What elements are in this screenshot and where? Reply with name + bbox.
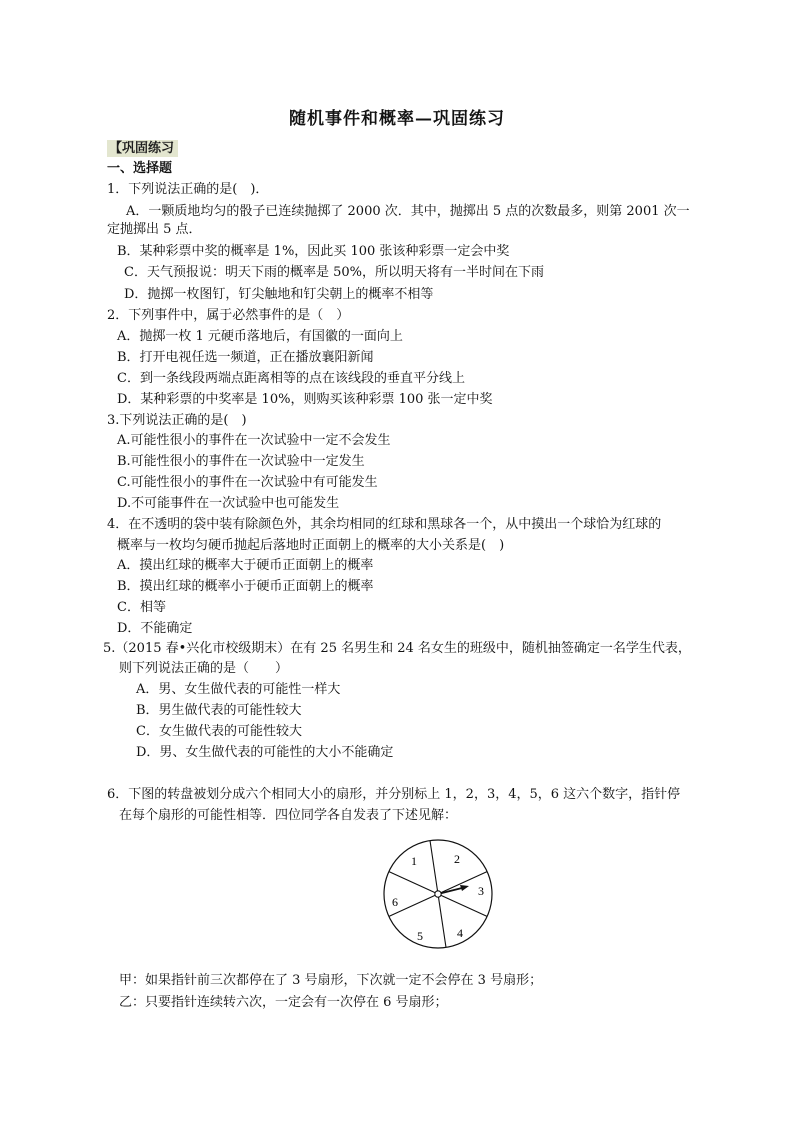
q5-stem-cont: 则下列说法正确的是（ ）: [119, 661, 289, 676]
q4-stem-cont: 概率与一枚均匀硬币抛起后落地时正面朝上的概率的大小关系是( ): [117, 538, 505, 553]
spinner-number-3: 3: [478, 884, 484, 898]
q6-stem: 6．下图的转盘被划分成六个相同大小的扇形，并分别标上 1，2，3，4，5，6 这六个数字，指针停: [107, 787, 681, 802]
spinner-number-6: 6: [392, 895, 398, 909]
section-tag: 【巩固练习: [107, 140, 178, 157]
q4-stem: 4．在不透明的袋中装有除颜色外，其余均相同的红球和黑球各一个，从中摸出一个球恰为红球的: [107, 517, 662, 532]
q3-option-b: B.可能性很小的事件在一次试验中一定发生: [117, 454, 365, 469]
q6-stem-cont: 在每个扇形的可能性相等．四位同学各自发表了下述见解：: [119, 808, 458, 823]
q4-option-c: C．相等: [117, 600, 166, 615]
q5-option-a: A．男、女生做代表的可能性一样大: [136, 682, 341, 697]
q4-option-a: A．摸出红球的概率大于硬币正面朝上的概率: [117, 558, 374, 573]
q3-option-a: A.可能性很小的事件在一次试验中一定不会发生: [117, 433, 391, 448]
q3-option-d: D.不可能事件在一次试验中也可能发生: [117, 496, 340, 511]
q2-stem: 2．下列事件中，属于必然事件的是（ ）: [107, 308, 350, 323]
q4-option-b: B．摸出红球的概率小于硬币正面朝上的概率: [117, 579, 374, 594]
q2-option-a: A．抛掷一枚 1 元硬币落地后，有国徽的一面向上: [117, 329, 403, 344]
q2-option-b: B．打开电视任选一频道，正在播放襄阳新闻: [117, 350, 374, 365]
q6-statement-yi: 乙：只要指针连续转六次，一定会有一次停在 6 号扇形；: [119, 995, 448, 1010]
q1-option-c: C．天气预报说：明天下雨的概率是 50%，所以明天将有一半时间在下雨: [124, 265, 544, 280]
q6-statement-jia: 甲：如果指针前三次都停在了 3 号扇形，下次就一定不会停在 3 号扇形；: [119, 973, 543, 988]
spinner-number-4: 4: [457, 926, 463, 940]
q1-option-d: D．抛掷一枚图钉，钉尖触地和钉尖朝上的概率不相等: [124, 287, 434, 302]
page-title: 随机事件和概率—巩固练习: [289, 109, 505, 129]
q3-option-c: C.可能性很小的事件在一次试验中有可能发生: [117, 475, 378, 490]
q5-option-c: C．女生做代表的可能性较大: [136, 724, 302, 739]
q5-option-d: D．男、女生做代表的可能性的大小不能确定: [136, 745, 394, 760]
spinner-number-5: 5: [417, 929, 423, 943]
q5-stem: 5.（2015 春•兴化市校级期末）在有 25 名男生和 24 名女生的班级中，随机抽签确定一名学生代表，: [103, 641, 691, 656]
q1-option-a-cont: 定抛掷出 5 点．: [107, 222, 202, 237]
spinner-number-1: 1: [411, 854, 417, 868]
spinner-number-2: 2: [454, 852, 460, 866]
q5-option-b: B．男生做代表的可能性较大: [136, 703, 302, 718]
q2-option-c: C．到一条线段两端点距离相等的点在该线段的垂直平分线上: [117, 371, 465, 386]
q1-option-b: B．某种彩票中奖的概率是 1%，因此买 100 张该种彩票一定会中奖: [117, 244, 510, 259]
q2-option-d: D．某种彩票的中奖率是 10%，则购买该种彩票 100 张一定中奖: [117, 392, 493, 407]
section-heading: 一、选择题: [107, 161, 173, 176]
q1-stem: 1．下列说法正确的是( )．: [107, 182, 269, 197]
q4-option-d: D．不能确定: [117, 621, 193, 636]
spinner-figure: [380, 836, 500, 956]
q3-stem: 3.下列说法正确的是( ): [107, 413, 247, 428]
q1-option-a: A．一颗质地均匀的骰子已连续抛掷了 2000 次．其中，抛掷出 5 点的次数最多，则第 2001 次一: [126, 204, 690, 219]
